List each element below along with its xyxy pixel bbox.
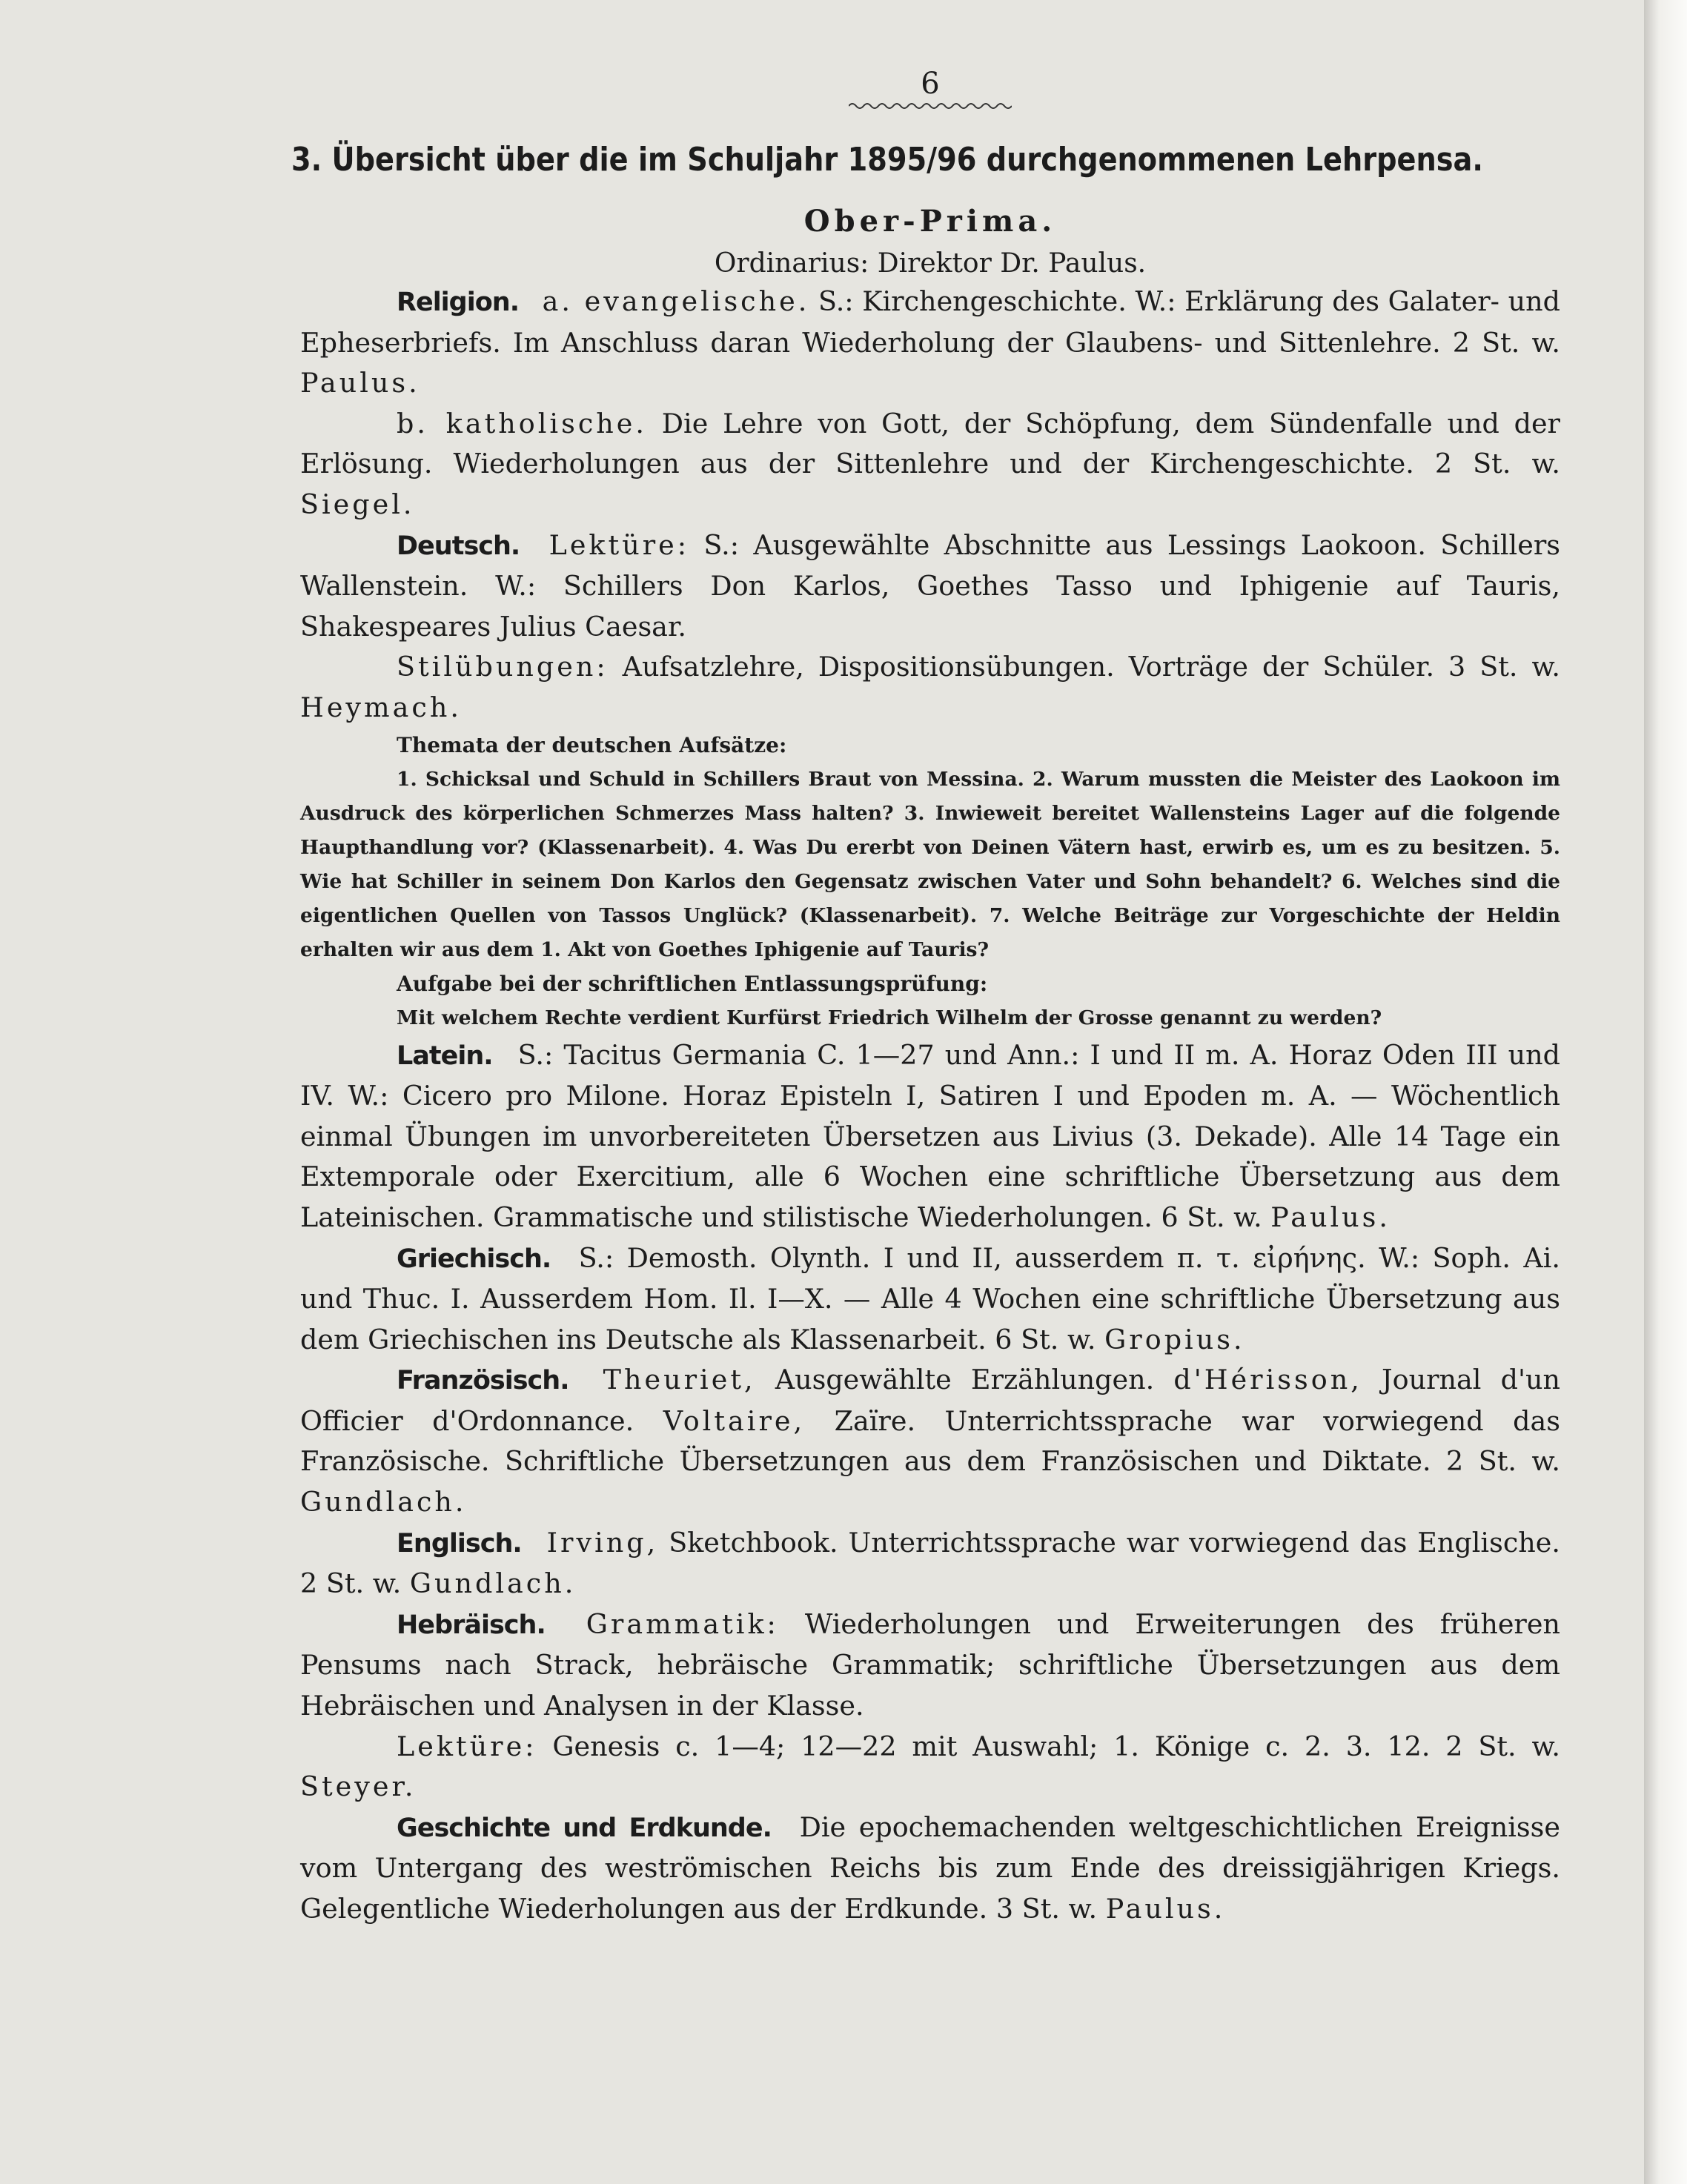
latein-teacher: Paulus. [1270,1201,1391,1233]
subject-label-geschichte: Geschichte und Erdkunde. [397,1813,772,1843]
religion-b-teacher: Siegel. [300,488,415,520]
religion-a-paragraph [300,282,1560,404]
franzoesisch-work-3: Zaïre. Unterrichtssprache war vorwiegend das Französische. Schriftliche Übersetzungen aus dem Französischen und Diktate. 2 St. w. [300,1404,1560,1478]
franzoesisch-author-3: Voltaire, [663,1404,806,1437]
franzoesisch-teacher: Gundlach. [300,1486,467,1518]
geschichte-text: Die epochemachenden weltgeschichtlichen Ereignisse vom Untergang des weströmischen Reichs bis zum Ende des dreissigjährigen Kriegs. Gelegentliche Wiederholungen aus der Erdkunde. 3 St. w. [300,1810,1560,1925]
subject-label-deutsch: Deutsch. [397,531,520,561]
subject-label-franzoesisch: Französisch. [397,1366,569,1396]
deutsch-teacher: Heymach. [300,691,462,723]
hebraeisch-lektuere-paragraph [300,1727,1560,1808]
franzoesisch-paragraph [300,1360,1560,1522]
religion-b-text: Die Lehre von Gott, der Schöpfung, dem Sündenfalle und der Erlösung. Wiederholungen aus der Sittenlehre und der Kirchengeschichte. 2 St. w. [300,407,1560,480]
franzoesisch-work-1: Ausgewählte Erzählungen. [775,1364,1155,1396]
latein-paragraph [300,1035,1560,1238]
subject-label-religion: Religion. [397,288,519,317]
themata-heading: Themata der deutschen Aufsätze: [397,732,787,757]
religion-a-text: S.: Kirchengeschichte. W.: Erklärung des Galater- und Epheserbriefs. Im Anschluss daran Wiederholung der Glaubens- und Sittenlehre. 2 St. w. [300,285,1560,359]
subject-label-hebraeisch: Hebräisch. [397,1610,546,1640]
hebraeisch-grammatik-label: Grammatik: [586,1607,779,1640]
subject-label-latein: Latein. [397,1040,493,1071]
ordinarius-line: Ordinarius: Direktor Dr. Paulus. [714,248,1147,279]
deutsch-stil-label: Stilübungen: [397,651,609,683]
deutsch-lektuere-text: S.: Ausgewählte Abschnitte aus Lessings Laokoon. Schillers Wallenstein. W.: Schillers Don Karlos, Goethes Tasso und Iphigenie auf Tauris, Shakespeares Julius Caesar. [300,528,1561,643]
hebraeisch-teacher: Steyer. [300,1770,417,1803]
franzoesisch-work-2: Journal d'un Officier d'Ordonnance. [300,1364,1561,1437]
subject-label-englisch: Englisch. [397,1528,522,1559]
page-number: 6 [921,67,940,101]
themata-text: 1. Schicksal und Schuld in Schillers Braut von Messina. 2. Warum mussten die Meister des Laokoon im Ausdruck des körperlichen Schmerzes Mass halten? 3. Inwieweit bereitet Wallensteins Lager auf die folgende Haupthandlung vor? (Klassenarbeit). 4. Was Du ererbt von Deinen Vätern hast, erwirb es, um es zu besitzen. 5. Wie hat Schiller in seinem Don Karlos den Gegensatz zwischen Vater und Sohn behandelt? 6. Welches sind die eigentlichen Quellen von Tassos Unglück? (Klassenarbeit). 7. Welche Beiträge zur Vorgeschichte der Heldin erhalten wir aus dem 1. Akt von Goethes Iphigenie auf Tauris? [300,767,1560,961]
class-title: Ober-Prima. [803,204,1057,239]
deutsch-paragraph [300,525,1560,648]
aufgabe-heading: Aufgabe bei der schriftlichen Entlassungsprüfung: [397,971,988,996]
hebraeisch-lektuere-label: Lektüre: [397,1730,537,1762]
hebraeisch-lektuere-text: Genesis c. 1—4; 12—22 mit Auswahl; 1. Könige c. 2. 3. 12. 2 St. w. [552,1730,1560,1762]
page-edge [1644,0,1687,2184]
hebraeisch-paragraph [300,1604,1560,1727]
geschichte-teacher: Paulus. [1105,1893,1226,1925]
religion-b-paragraph [300,404,1560,525]
wavy-rule [849,101,1012,111]
englisch-text: Sketchbook. Unterrichtssprache war vorwiegend das Englische. 2 St. w. [300,1526,1560,1600]
englisch-author: Irving, [546,1526,659,1559]
deutsch-lektuere-label: Lektüre: [548,528,690,561]
deutsch-stil-paragraph [300,647,1560,728]
subject-label-griechisch: Griechisch. [397,1244,551,1274]
aufgabe-text: Mit welchem Rechte verdient Kurfürst Friedrich Wilhelm der Grosse genannt zu werden? [397,1006,1382,1029]
geschichte-paragraph [300,1808,1560,1930]
religion-a-part: a. evangelische. [542,285,810,317]
franzoesisch-author-1: Theuriet, [603,1364,756,1396]
griechisch-text: S.: Demosth. Olynth. I und II, ausserdem π. τ. εἰρήνης. W.: Soph. Ai. und Thuc. I. Ausserdem Hom. Il. I—X. — Alle 4 Wochen eine schriftliche Übersetzung aus dem Griechischen ins Deutsche als Klassenarbeit. 6 St. w. [300,1241,1560,1355]
section-heading: 3. Übersicht über die im Schuljahr 1895/96 durchgenommenen Lehrpensa. [291,141,1483,179]
griechisch-paragraph [300,1238,1560,1361]
englisch-paragraph [300,1523,1560,1604]
curriculum-body [300,282,1560,1930]
franzoesisch-author-2: d'Hérisson, [1173,1364,1362,1396]
englisch-teacher: Gundlach. [409,1567,577,1600]
latein-text: S.: Tacitus Germania C. 1—27 und Ann.: I und II m. A. Horaz Oden III und IV. W.: Cicero pro Milone. Horaz Episteln I, Satiren I und Epoden m. A. — Wöchentlich einmal Übungen im unvorbereiteten Übersetzen aus Livius (3. Dekade). Alle 14 Tage ein Extemporale oder Exercitium, alle 6 Wochen eine schriftliche Übersetzung aus dem Lateinischen. Grammatische und stilistische Wiederholungen. 6 St. w. [300,1038,1560,1233]
hebraeisch-grammatik-text: Wiederholungen und Erweiterungen des früheren Pensums nach Strack, hebräische Grammatik; schriftliche Übersetzungen aus dem Hebräischen und Analysen in der Klasse. [300,1607,1560,1722]
deutsch-stil-text: Aufsatzlehre, Dispositionsübungen. Vorträge der Schüler. 3 St. w. [622,651,1560,683]
griechisch-teacher: Gropius. [1104,1323,1245,1355]
religion-a-teacher: Paulus. [300,367,420,399]
religion-b-part: b. katholische. [397,407,647,439]
